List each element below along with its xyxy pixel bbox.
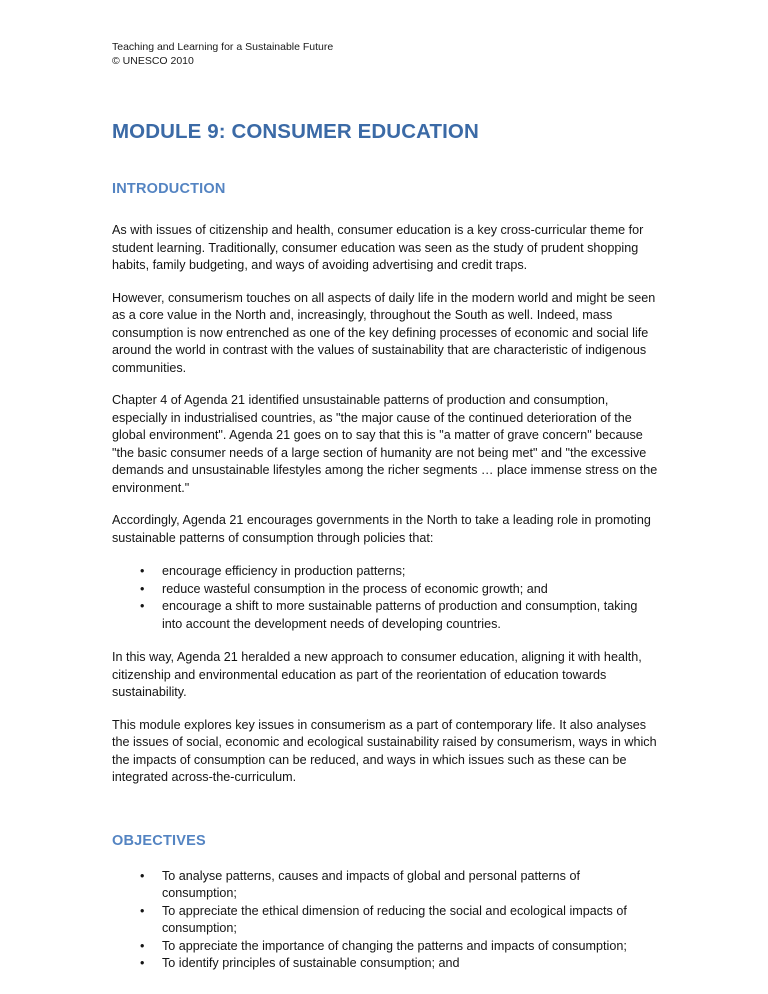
page-content	[112, 40, 664, 973]
section-heading-objectives: OBJECTIVES	[112, 832, 206, 849]
list-item-text: To analyse patterns, causes and impacts of global and personal patterns of consumption;	[162, 868, 580, 900]
list-item	[112, 563, 664, 581]
list-item	[112, 581, 664, 599]
list-item-text: encourage a shift to more sustainable patterns of production and consumption, taking into account the development needs of developing countries.	[162, 599, 638, 631]
bullet-marker-icon: •	[140, 903, 145, 918]
introduction-paragraph-4: Accordingly, Agenda 21 encourages governments in the North to take a leading role in promoting sustainable patterns of consumption through policies that:	[112, 513, 651, 545]
bullet-marker-icon: •	[140, 581, 145, 596]
list-item-text: encourage efficiency in production patterns;	[162, 564, 406, 578]
list-item-text: To identify principles of sustainable consumption; and	[162, 956, 460, 970]
bullet-marker-icon: •	[140, 564, 145, 578]
list-item	[112, 938, 664, 956]
section-heading-introduction: INTRODUCTION	[112, 181, 226, 197]
page-title: MODULE 9: CONSUMER EDUCATION	[112, 120, 479, 143]
list-item-text: To appreciate the ethical dimension of reducing the social and ecological impacts of consumption;	[162, 903, 627, 935]
list-item-text: reduce wasteful consumption in the process of economic growth; and	[162, 581, 548, 596]
introduction-paragraph-2: However, consumerism touches on all aspects of daily life in the modern world and might be seen as a core value in the North and, increasingly, throughout the South as well. Indeed, mass consumption is now entrenched as one of the key defining processes of economic and social life around the world in contrast with the values of sustainability that are characteristic of indigenous communities.	[112, 290, 656, 375]
introduction-paragraph-5: In this way, Agenda 21 heralded a new approach to consumer education, aligning it with health, citizenship and environmental education as part of the reorientation of education towards sustainability.	[112, 650, 642, 699]
introduction-paragraph-1: As with issues of citizenship and health, consumer education is a key cross-curricular theme for student learning. Traditionally, consumer education was seen as the study of prudent shopping habits, family budgeting, and ways of avoiding advertising and credit traps.	[112, 223, 644, 272]
introduction-paragraph-6: This module explores key issues in consumerism as a part of contemporary life. It also analyses the issues of social, economic and ecological sustainability raised by consumerism, ways in which the impacts of consumption can be reduced, and ways in which issues such as these can be integrated across-the-curriculum.	[112, 717, 657, 784]
bullet-marker-icon: •	[140, 599, 145, 613]
list-item	[112, 903, 664, 938]
list-item	[112, 598, 664, 633]
bullet-marker-icon: •	[140, 938, 145, 953]
list-item-text: To appreciate the importance of changing the patterns and impacts of consumption;	[162, 938, 627, 953]
running-header-line-2: © UNESCO 2010	[112, 55, 194, 67]
introduction-paragraph-3: Chapter 4 of Agenda 21 identified unsustainable patterns of production and consumption, especially in industrialised countries, as "the major cause of the continued deterioration of the global environment". Agenda 21 goes on to say that this is "a matter of grave concern" because "the basic consumer needs of a large section of humanity are not being met" and "the excessive demands and unsustainable lifestyles among the richer segments … place immense stress on the environment."	[112, 393, 658, 495]
bullet-marker-icon: •	[140, 868, 145, 883]
running-header-line-1: Teaching and Learning for a Sustainable Future	[112, 41, 334, 53]
list-item	[112, 955, 664, 973]
policy-bullet-list	[112, 563, 664, 633]
bullet-marker-icon: •	[140, 956, 145, 970]
running-header	[112, 40, 664, 68]
list-item	[112, 868, 664, 903]
objectives-bullet-list	[112, 868, 664, 973]
